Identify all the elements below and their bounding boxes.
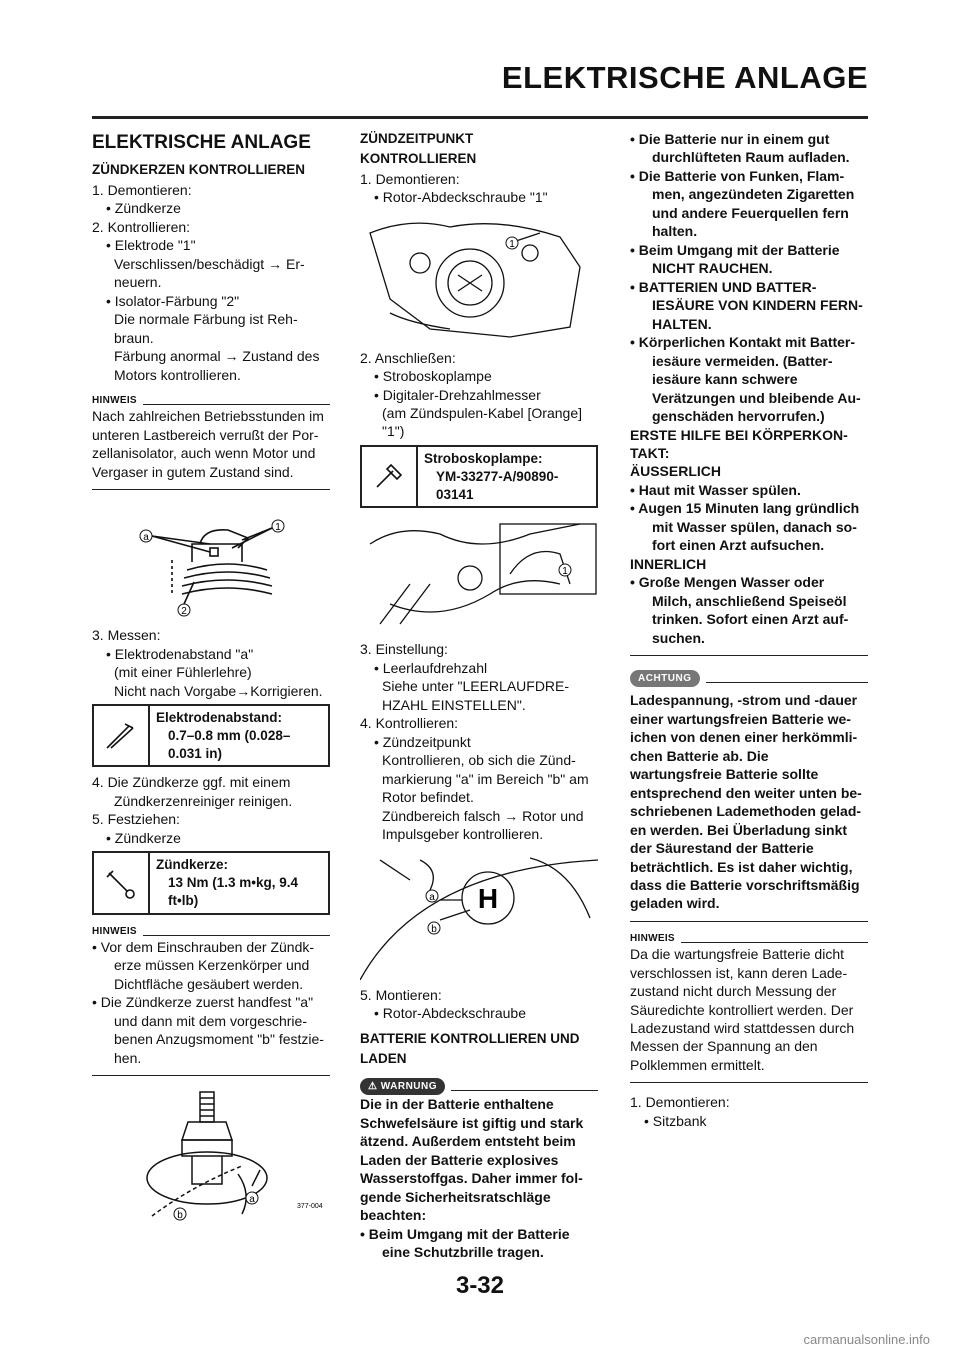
section-title: ZÜNDZEITPUNKT xyxy=(360,131,474,146)
internal-heading: INNERLICH xyxy=(630,555,707,572)
first-aid-bullet-text: suchen. xyxy=(652,629,705,646)
spec-value: ft•lb) xyxy=(168,892,199,908)
first-aid-bullet-text: mit Wasser spülen, danach so- xyxy=(652,518,857,535)
section-title: ELEKTRISCHE ANLAGE xyxy=(92,132,311,153)
warning-text: Schwefelsäure ist giftig und stark xyxy=(360,1114,584,1131)
warning-bullet-text: und andere Feuerquellen fern xyxy=(652,204,849,221)
warning-bullet-text: Verätzungen und bleibende Au- xyxy=(652,389,861,406)
spec-value: 0.7–0.8 mm (0.028– xyxy=(168,727,291,743)
header-rule xyxy=(92,116,868,119)
note-label: HINWEIS xyxy=(92,395,137,407)
note-text: Vergaser in gutem Zustand sind. xyxy=(92,463,294,480)
spec-title: Zündkerze: xyxy=(156,857,229,873)
caution-badge: ACHTUNG xyxy=(630,670,700,687)
warning-bullet-text: HALTEN. xyxy=(652,315,712,332)
caution-text: der Säurestand der Batterie xyxy=(630,840,814,857)
section-title: LADEN xyxy=(360,1051,407,1067)
first-aid-bullet-text: trinken. Sofort einen Arzt auf- xyxy=(652,611,849,628)
spec-value: 03141 xyxy=(436,486,474,502)
first-aid-bullet: • Haut mit Wasser spülen. xyxy=(630,481,801,498)
step-text: Zündkerzenreiniger reinigen. xyxy=(114,792,293,809)
note-text: Da die wartungsfreie Batterie dicht xyxy=(630,946,844,963)
step-text: neuern. xyxy=(114,274,162,291)
step: 4. Die Zündkerze ggf. mit einem xyxy=(92,774,291,791)
note-text: zustand nicht durch Messung der xyxy=(630,983,837,1000)
note-text: Polklemmen ermittelt. xyxy=(630,1056,765,1073)
step-item: • Digitaler-Drehzahlmesser xyxy=(374,386,541,403)
note-text: verschlossen ist, kann deren Lade- xyxy=(630,964,848,981)
warning-bullet-text: iesäure kann schwere xyxy=(652,371,798,388)
first-aid-heading: ERSTE HILFE BEI KÖRPERKON- xyxy=(630,426,848,443)
step: 2. Kontrollieren: xyxy=(92,218,191,235)
first-aid-heading: TAKT: xyxy=(630,444,670,461)
spec-title: Stroboskoplampe: xyxy=(424,450,543,466)
first-aid-bullet: • Große Mengen Wasser oder xyxy=(630,574,825,591)
footer-watermark: carmanualsonline.info xyxy=(803,1331,930,1347)
warning-bullet: • Körperlichen Kontakt mit Batter- xyxy=(630,334,856,351)
warning-badge: ⚠ WARNUNG xyxy=(360,1078,445,1095)
step-item: • Zündkerze xyxy=(106,829,181,846)
warning-text: gende Sicherheitsratschläge xyxy=(360,1188,551,1205)
step-item: • Leerlaufdrehzahl xyxy=(374,659,488,676)
warning-text: Die in der Batterie enthaltene xyxy=(360,1096,554,1113)
step-text: (am Zündspulen-Kabel [Orange] xyxy=(382,404,582,421)
fig-label-1: 1 xyxy=(509,238,515,250)
spec-value: YM-33277-A/90890- xyxy=(436,468,559,484)
feeler-gauge-icon xyxy=(94,706,150,765)
fig-label-1: 1 xyxy=(275,522,281,534)
note-text: erze müssen Kerzenkörper und xyxy=(114,957,310,974)
note-text: zellanisolator, auch wenn Motor und xyxy=(92,445,316,462)
spec-value: 0.031 in) xyxy=(168,745,223,761)
step-text: "1") xyxy=(382,423,405,440)
rotor-cover-figure xyxy=(360,213,598,343)
note-text: und dann mit dem vorgeschrie- xyxy=(114,1012,307,1029)
note-text: Nach zahlreichen Betriebsstunden im xyxy=(92,408,324,425)
caution-text: ichen von denen einer herkömmli- xyxy=(630,729,858,746)
warning-bullet: • Beim Umgang mit der Batterie xyxy=(360,1225,570,1242)
note-label: HINWEIS xyxy=(630,932,675,944)
step-text: Impulsgeber kontrollieren. xyxy=(382,826,544,843)
step: 1. Demontieren: xyxy=(92,181,192,198)
timing-mark-h: H xyxy=(477,882,499,914)
caution-text: entsprechend den weiter unten be- xyxy=(630,784,862,801)
caution-text: geladen wird. xyxy=(630,895,720,912)
spec-title: Elektrodenabstand: xyxy=(156,709,283,725)
caution-text: beträchtlich. Es ist daher wichtig, xyxy=(630,858,853,875)
warning-bullet-text: men, angezündeten Zigaretten xyxy=(652,186,855,203)
warning-header xyxy=(360,1078,598,1095)
note-header xyxy=(92,925,330,938)
caution-text: schriebenen Lademethoden gelad- xyxy=(630,803,862,820)
step-item: • Zündzeitpunkt xyxy=(374,733,471,750)
step-text: Kontrollieren, ob sich die Zünd- xyxy=(382,752,576,769)
caution-text: chen Batterie ab. Die xyxy=(630,747,769,764)
step: 3. Messen: xyxy=(92,627,161,644)
fig-code: 377-004 xyxy=(297,1203,323,1211)
warning-bullet: • Die Batterie nur in einem gut xyxy=(630,131,830,147)
fig-label-2: 2 xyxy=(181,606,187,618)
note-header xyxy=(92,394,330,407)
fig-label-a: a xyxy=(143,532,149,544)
step-text: Siehe unter "LEERLAUFDRE- xyxy=(382,678,570,695)
fig-label-a: a xyxy=(429,891,435,903)
spec-box-torque xyxy=(92,851,330,914)
page-number: 3-32 xyxy=(455,1272,505,1299)
fig-label-1: 1 xyxy=(562,566,568,578)
note-text: unteren Lastbereich verrußt der Por- xyxy=(92,426,319,443)
caution-header xyxy=(630,670,868,687)
column-3 xyxy=(630,130,868,1130)
step-item: • Stroboskoplampe xyxy=(374,368,492,385)
warning-text: ätzend. Außerdem entsteht beim xyxy=(360,1133,576,1150)
step: 4. Kontrollieren: xyxy=(360,715,459,732)
warning-text: beachten: xyxy=(360,1207,427,1224)
step-item: • Zündkerze xyxy=(106,200,181,217)
spec-box-gap xyxy=(92,704,330,767)
warning-text: Wasserstoffgas. Daher immer fol- xyxy=(360,1170,583,1187)
warning-bullet: • Beim Umgang mit der Batterie xyxy=(630,241,840,258)
warning-bullet-text: iesäure vermeiden. (Batter- xyxy=(652,352,833,369)
note-text: • Vor dem Einschrauben der Zündk- xyxy=(92,938,315,955)
step: 2. Anschließen: xyxy=(360,349,456,366)
torque-wrench-icon xyxy=(94,853,150,912)
section-title: KONTROLLIEREN xyxy=(360,150,477,166)
step: 3. Einstellung: xyxy=(360,641,448,658)
warning-bullet-text: halten. xyxy=(652,223,698,240)
external-heading: ÄUSSERLICH xyxy=(630,463,722,480)
caution-text: wartungsfreie Batterie sollte xyxy=(630,766,819,783)
spec-value: 13 Nm (1.3 m•kg, 9.4 xyxy=(168,875,299,891)
step-item: • Sitzbank xyxy=(644,1112,707,1129)
spark-plug-gap-figure xyxy=(92,500,330,620)
spec-box-strobe xyxy=(360,445,598,508)
fig-label-a: a xyxy=(249,1194,255,1206)
caution-text: einer wartungsfreien Batterie we- xyxy=(630,710,851,727)
step-text: Verschlissen/beschädigt → Er- xyxy=(114,255,305,272)
timing-mark-figure xyxy=(360,850,598,980)
step-item: • Isolator-Färbung "2" xyxy=(106,292,240,309)
first-aid-bullet-text: Milch, anschließend Speiseöl xyxy=(652,592,847,609)
section-title: BATTERIE KONTROLLIEREN UND xyxy=(360,1031,580,1047)
step-item: • Rotor-Abdeckschraube "1" xyxy=(374,189,548,206)
strobe-connection-figure xyxy=(360,514,598,634)
note-text: Säuredichte kontrolliert werden. Der xyxy=(630,1001,854,1018)
note-text: • Die Zündkerze zuerst handfest "a" xyxy=(92,994,314,1011)
column-1 xyxy=(92,130,330,1232)
caution-text: Ladespannung, -strom und -dauer xyxy=(630,692,858,709)
step-text: Motors kontrollieren. xyxy=(114,366,241,383)
step-text: markierung "a" im Bereich "b" am xyxy=(382,770,589,787)
step-text: Rotor befindet. xyxy=(382,789,474,806)
warning-bullet: • BATTERIEN UND BATTER- xyxy=(630,278,817,295)
note-label: HINWEIS xyxy=(92,925,137,937)
caution-text: dass die Batterie vorschriftsmäßig xyxy=(630,877,860,893)
column-2 xyxy=(360,130,598,1261)
first-aid-bullet: • Augen 15 Minuten lang gründlich xyxy=(630,500,860,517)
warning-bullet-text: NICHT RAUCHEN. xyxy=(652,260,773,277)
step: 5. Montieren: xyxy=(360,986,442,1003)
first-aid-bullet-text: fort einen Arzt aufsuchen. xyxy=(652,537,825,554)
fig-label-b: b xyxy=(177,1210,183,1222)
step-item: • Elektrodenabstand "a" xyxy=(106,645,254,662)
step-text: HZAHL EINSTELLEN". xyxy=(382,696,526,713)
warning-bullet: • Die Batterie von Funken, Flam- xyxy=(630,167,845,184)
step-item: • Rotor-Abdeckschraube xyxy=(374,1004,526,1021)
warning-text: Laden der Batterie explosives xyxy=(360,1151,559,1168)
warning-bullet-text: IESÄURE VON KINDERN FERN- xyxy=(652,297,863,314)
spark-plug-torque-figure xyxy=(92,1086,330,1226)
tool-icon xyxy=(362,447,418,506)
step-item: • Elektrode "1" xyxy=(106,237,196,254)
note-text: Ladezustand wird stattdessen durch xyxy=(630,1020,855,1036)
step: 5. Festziehen: xyxy=(92,811,180,828)
step-text: Die normale Färbung ist Reh- xyxy=(114,311,298,328)
note-header xyxy=(630,932,868,945)
step-text: (mit einer Fühlerlehre) xyxy=(114,664,252,681)
caution-text: en werden. Bei Überladung sinkt xyxy=(630,821,848,838)
step-text: braun. xyxy=(114,329,154,346)
warning-icon: ⚠ xyxy=(368,1081,381,1093)
fig-label-b: b xyxy=(431,923,437,935)
note-text: Messen der Spannung an den xyxy=(630,1038,818,1055)
warning-bullet-text: genschäden hervorrufen.) xyxy=(652,408,825,425)
note-text: benen Anzugsmoment "b" festzie- xyxy=(114,1031,324,1048)
warning-bullet-text: durchlüfteten Raum aufladen. xyxy=(652,149,850,166)
step: 1. Demontieren: xyxy=(360,170,460,187)
warning-bullet-text: eine Schutzbrille tragen. xyxy=(382,1244,544,1260)
step: 1. Demontieren: xyxy=(630,1094,730,1111)
step-text: Färbung anormal → Zustand des xyxy=(114,348,320,365)
note-text: Dichtfläche gesäubert werden. xyxy=(114,975,304,992)
step-text: Zündbereich falsch → Rotor und xyxy=(382,807,584,824)
note-text: hen. xyxy=(114,1049,142,1066)
step-text: Nicht nach Vorgabe→Korrigieren. xyxy=(114,682,323,699)
subsection-title: ZÜNDKERZEN KONTROLLIEREN xyxy=(92,162,305,178)
header-title: ELEKTRISCHE ANLAGE xyxy=(501,60,868,95)
